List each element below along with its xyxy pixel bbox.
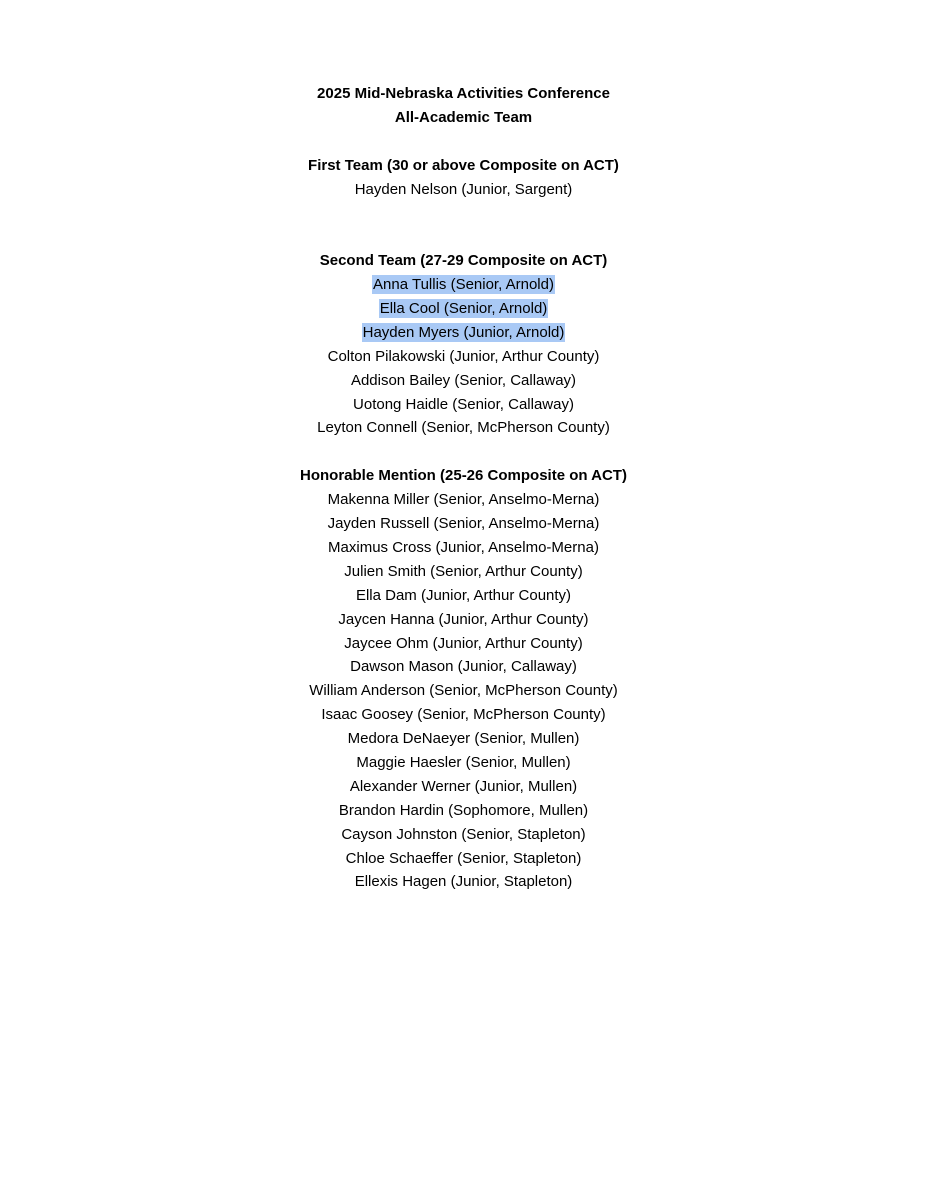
- document-title: 2025 Mid-Nebraska Activities Conference: [317, 85, 610, 102]
- list-item: Maggie Haesler (Senior, Mullen): [356, 753, 571, 771]
- list-item: Maximus Cross (Junior, Anselmo-Merna): [328, 538, 599, 556]
- highlighted-text: Anna Tullis (Senior, Arnold): [373, 276, 554, 294]
- list-item: Uotong Haidle (Senior, Callaway): [353, 395, 574, 413]
- second-team-list: [0, 273, 927, 440]
- list-item: Leyton Connell (Senior, McPherson County): [317, 419, 610, 437]
- list-item: Brandon Hardin (Sophomore, Mullen): [338, 801, 589, 819]
- list-item: Jaycee Ohm (Junior, Arthur County): [344, 634, 583, 652]
- list-item: Ella Dam (Junior, Arthur County): [355, 586, 572, 604]
- list-item: [0, 273, 927, 297]
- list-item: Jayden Russell (Senior, Anselmo-Merna): [327, 515, 600, 533]
- list-item: Julien Smith (Senior, Arthur County): [344, 562, 583, 580]
- list-item: Chloe Schaeffer (Senior, Stapleton): [345, 849, 582, 867]
- list-item: [0, 321, 927, 345]
- list-item: Colton Pilakowski (Junior, Arthur County): [327, 347, 600, 365]
- list-item: Alexander Werner (Junior, Mullen): [349, 777, 578, 795]
- document-page: [0, 82, 927, 894]
- first-team-list: [0, 178, 927, 202]
- honorable-mention-heading: Honorable Mention (25-26 Composite on ACT): [300, 467, 627, 485]
- list-item: [0, 297, 927, 321]
- honorable-mention-list: [0, 488, 927, 894]
- list-item: Isaac Goosey (Senior, McPherson County): [321, 706, 606, 724]
- highlighted-text: Ella Cool (Senior, Arnold): [379, 300, 548, 318]
- list-item: Dawson Mason (Junior, Callaway): [350, 658, 577, 676]
- highlighted-text: Hayden Myers (Junior, Arnold): [362, 323, 565, 341]
- first-team-heading: First Team (30 or above Composite on ACT): [308, 156, 619, 174]
- list-item: William Anderson (Senior, McPherson County): [309, 682, 618, 700]
- list-item: Addison Bailey (Senior, Callaway): [350, 371, 577, 389]
- second-team-heading: Second Team (27-29 Composite on ACT): [319, 252, 608, 270]
- list-item: Jaycen Hanna (Junior, Arthur County): [338, 610, 589, 628]
- list-item: Ellexis Hagen (Junior, Stapleton): [354, 873, 573, 891]
- document-subtitle: All-Academic Team: [394, 108, 533, 126]
- list-item: Hayden Nelson (Junior, Sargent): [354, 180, 573, 198]
- list-item: Makenna Miller (Senior, Anselmo-Merna): [327, 491, 600, 509]
- list-item: Cayson Johnston (Senior, Stapleton): [341, 825, 586, 843]
- list-item: Medora DeNaeyer (Senior, Mullen): [347, 730, 580, 748]
